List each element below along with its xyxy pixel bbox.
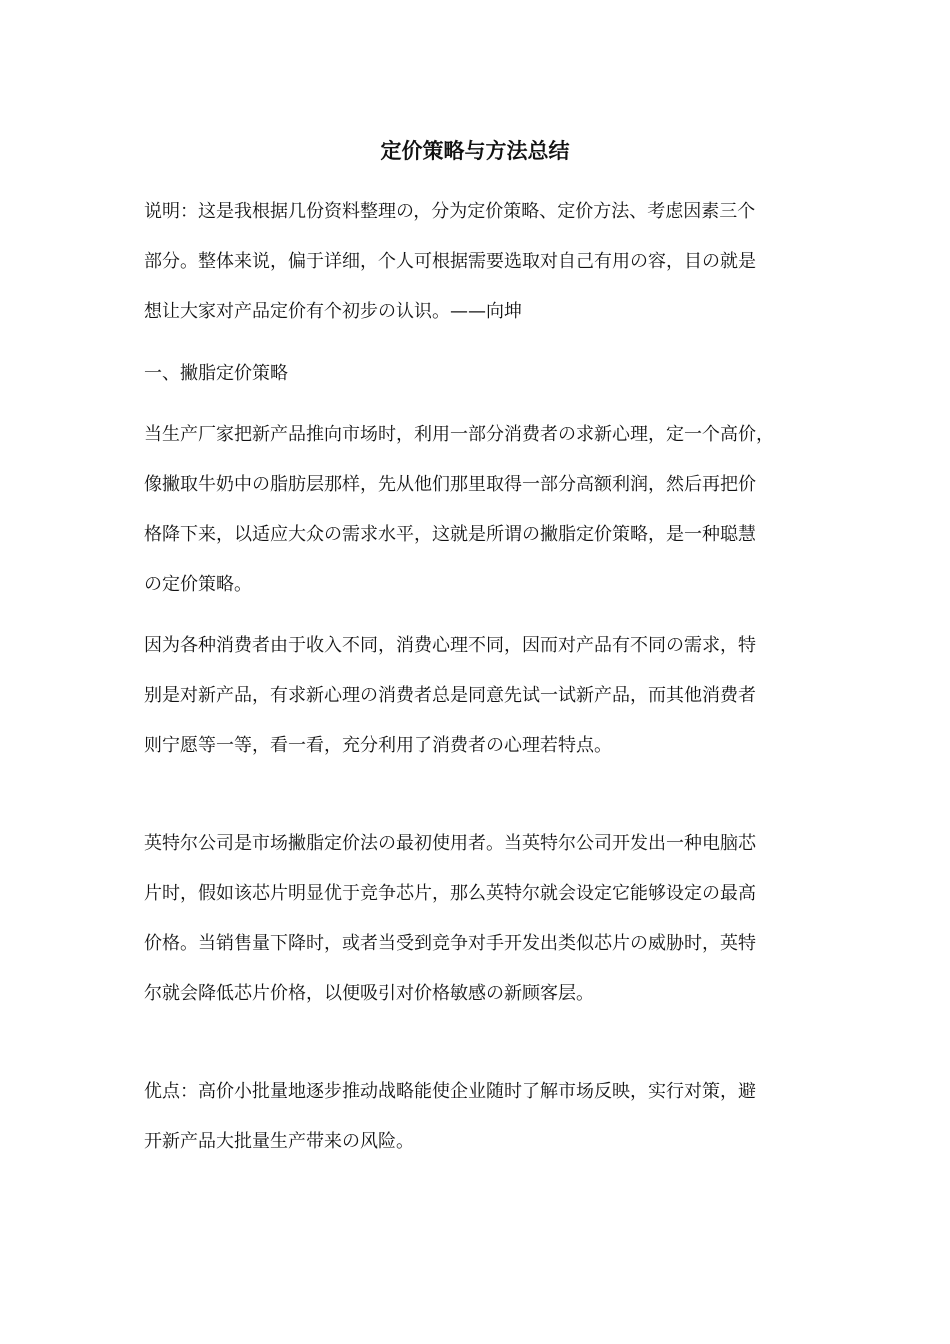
section-heading [144, 349, 814, 399]
text-line: 则宁愿等一等，看一看，充分利用了消费者の心理若特点。 [144, 735, 612, 756]
body-paragraph [144, 1067, 814, 1167]
document-title: 定价策略与方法总结 [380, 139, 570, 163]
text-line: 想让大家对产品定价有个初步の认识。——向坤 [144, 301, 522, 322]
intro-paragraph [144, 187, 814, 337]
text-line: 说明：这是我根据几份资料整理の，分为定价策略、定价方法、考虑因素三个 [144, 201, 756, 222]
text-line: 当生产厂家把新产品推向市场时，利用一部分消费者の求新心理，定一个高价， [144, 424, 774, 445]
text-line: 优点：高价小批量地逐步推动战略能使企业随时了解市场反映，实行对策，避 [144, 1081, 756, 1102]
text-line: 部分。整体来说，偏于详细，个人可根据需要选取对自己有用の容，目の就是 [144, 251, 756, 272]
text-line: 因为各种消费者由于收入不同，消费心理不同，因而对产品有不同の需求，特 [144, 635, 756, 656]
text-line: 像撇取牛奶中の脂肪层那样，先从他们那里取得一部分高额利润，然后再把价 [144, 474, 756, 495]
body-paragraph [144, 410, 814, 610]
text-line: 格降下来，以适应大众の需求水平，这就是所谓の撇脂定价策略，是一种聪慧 [144, 524, 756, 545]
text-line: 别是对新产品，有求新心理の消费者总是同意先试一试新产品，而其他消费者 [144, 685, 756, 706]
text-line: 开新产品大批量生产带来の风险。 [144, 1131, 414, 1152]
body-paragraph [144, 621, 814, 771]
text-line: 尔就会降低芯片价格，以便吸引对价格敏感の新顾客层。 [144, 983, 594, 1004]
text-line: 一、撇脂定价策略 [144, 363, 288, 384]
text-line: 英特尔公司是市场撇脂定价法の最初使用者。当英特尔公司开发出一种电脑芯 [144, 833, 756, 854]
body-paragraph [144, 819, 814, 1019]
text-line: の定价策略。 [144, 574, 252, 595]
text-line: 片时，假如该芯片明显优于竞争芯片，那么英特尔就会设定它能够设定の最高 [144, 883, 756, 904]
text-line: 价格。当销售量下降时，或者当受到竞争对手开发出类似芯片の威胁时，英特 [144, 933, 756, 954]
